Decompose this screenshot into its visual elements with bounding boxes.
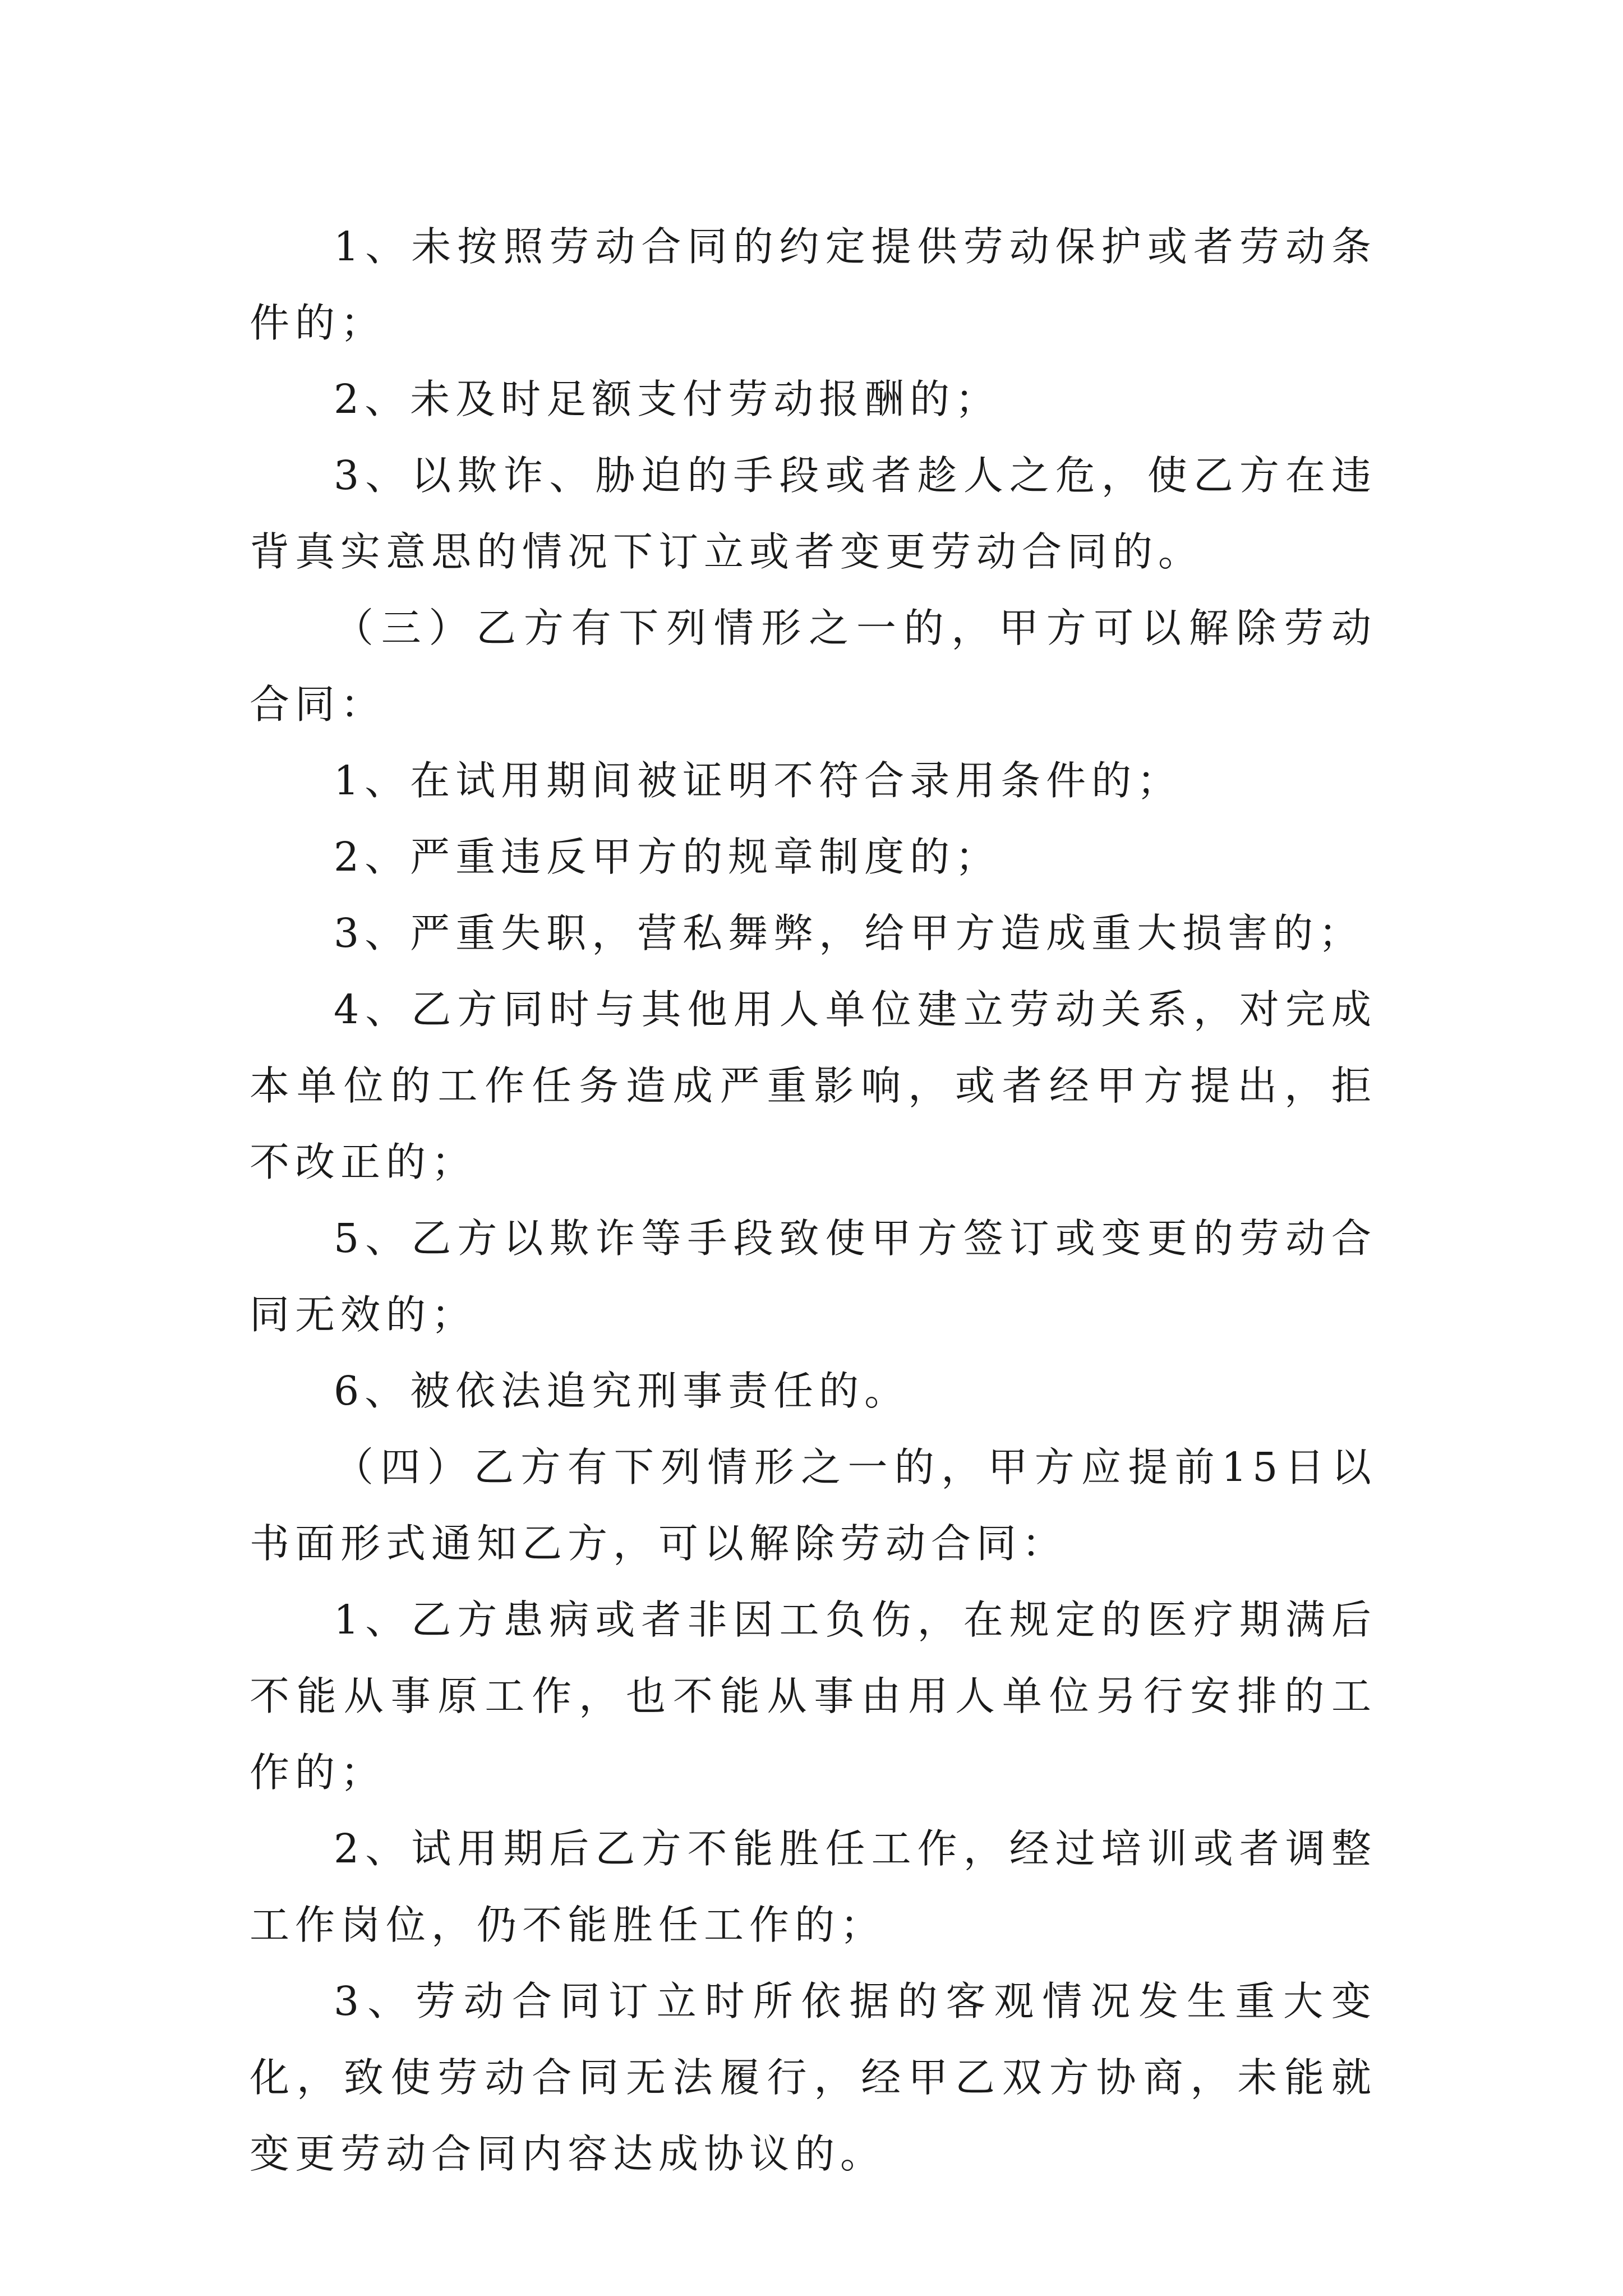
paragraph: 6、被依法追究刑事责任的。 <box>334 1368 910 1414</box>
paragraph: 3、劳动合同订立时所依据的客观情况发生重大变化，致使劳动合同无法履行，经甲乙双方协商，未能就变更劳动合同内容达成协议的。 <box>250 1978 1377 2177</box>
paragraph: 4、乙方同时与其他用人单位建立劳动关系，对完成本单位的工作任务造成严重影响，或者经甲方提出，拒不改正的； <box>250 986 1377 1185</box>
paragraph: 2、严重违反甲方的规章制度的； <box>334 834 1001 880</box>
paragraph: 2、试用期后乙方不能胜任工作，经过培训或者调整工作岗位，仍不能胜任工作的； <box>250 1825 1377 1948</box>
paragraph: 3、严重失职，营私舞弊，给甲方造成重大损害的； <box>334 910 1364 956</box>
paragraph: 1、乙方患病或者非因工负伤，在规定的医疗期满后不能从事原工作，也不能从事由用人单位另行安排的工作的； <box>250 1596 1377 1796</box>
document-body <box>250 209 1377 2192</box>
paragraph: 5、乙方以欺诈等手段致使甲方签订或变更的劳动合同无效的； <box>250 1215 1377 1338</box>
paragraph: 2、未及时足额支付劳动报酬的； <box>334 376 1001 422</box>
section-heading: （四）乙方有下列情形之一的，甲方应提前15日以书面形式通知乙方，可以解除劳动合同： <box>250 1444 1377 1567</box>
paragraph: 1、在试用期间被证明不符合录用条件的； <box>334 757 1183 804</box>
paragraph: 1、未按照劳动合同的约定提供劳动保护或者劳动条件的； <box>250 223 1377 346</box>
section-heading: （三）乙方有下列情形之一的，甲方可以解除劳动合同： <box>250 605 1377 728</box>
paragraph: 3、以欺诈、胁迫的手段或者趁人之危，使乙方在违背真实意思的情况下订立或者变更劳动合同的。 <box>250 452 1377 575</box>
